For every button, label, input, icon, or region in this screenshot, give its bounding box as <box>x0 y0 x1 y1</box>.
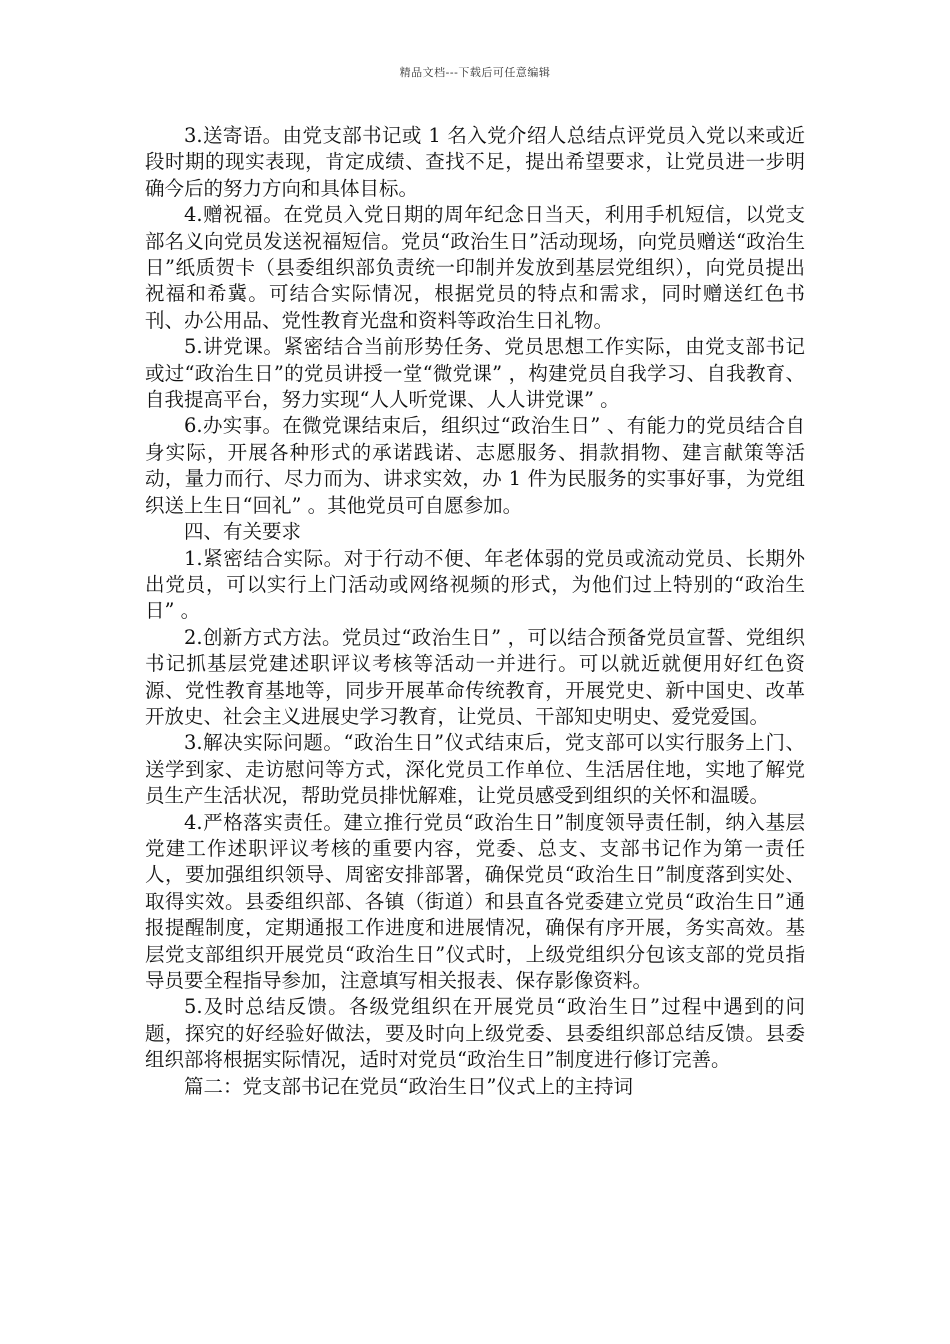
section-heading-requirements: 四、有关要求 <box>184 520 302 544</box>
paragraph-send-message: 3.送寄语。由党支部书记或 1 名入党介绍人总结点评党员入党以来或近段时期的现实表现，肯定成绩、查找不足，提出希望要求，让党员进一步明确今后的努力方向和具体目标。 <box>145 124 805 200</box>
document-body <box>145 123 805 1100</box>
page-header: 精品文档---下载后可任意编辑 <box>399 66 551 79</box>
paragraph-requirement-1: 1.紧密结合实际。对于行动不便、年老体弱的党员或流动党员、长期外出党员，可以实行上门活动或网络视频的形式，为他们过上特别的“政治生日” 。 <box>145 546 805 623</box>
paragraph-requirement-5: 5.及时总结反馈。各级党组织在开展党员“政治生日”过程中遇到的问题，探究的好经验好做法，要及时向上级党委、县委组织部总结反馈。县委组织部将根据实际情况，适时对党员“政治生日”制度进行修订完善。 <box>145 995 805 1072</box>
paragraph-requirement-3: 3.解决实际问题。“政治生日”仪式结束后，党支部可以实行服务上门、送学到家、走访慰问等方式，深化党员工作单位、生活居住地，实地了解党员生产生活状况，帮助党员排忧解难，让党员感受到组织的关怀和温暖。 <box>145 731 805 808</box>
paragraph-give-blessing: 4.赠祝福。在党员入党日期的周年纪念日当天，利用手机短信，以党支部名义向党员发送祝福短信。党员“政治生日”活动现场，向党员赠送“政治生日”纸质贺卡（县委组织部负责统一印制并发放到基层党组织），向党员提出祝福和希冀。可结合实际情况，根据党员的特点和需求，同时赠送红色书刊、办公用品、党性教育光盘和资料等政治生日礼物。 <box>145 203 805 332</box>
paragraph-practical-deeds: 6.办实事。在微党课结束后，组织过“政治生日” 、有能力的党员结合自身实际，开展各种形式的承诺践诺、志愿服务、捐款捐物、建言献策等活动，量力而行、尽力而为、讲求实效，办 1 件为民服务的实事好事，为党组织送上生日“回礼” 。其他党员可自愿参加。 <box>145 414 805 517</box>
paragraph-requirement-4: 4.严格落实责任。建立推行党员“政治生日”制度领导责任制，纳入基层党建工作述职评议考核的重要内容，党委、总支、支部书记作为第一责任人，要加强组织领导、周密安排部署，确保党员“政治生日”制度落到实处、取得实效。县委组织部、各镇（街道）和县直各党委建立党员“政治生日”通报提醒制度，定期通报工作进度和进展情况，确保有序开展，务实高效。基层党支部组织开展党员“政治生日”仪式时，上级党组织分包该支部的党员指导员要全程指导参加，注意填写相关报表、保存影像资料。 <box>145 810 805 992</box>
paragraph-requirement-2: 2.创新方式方法。党员过“政治生日” ，可以结合预备党员宣誓、党组织书记抓基层党建述职评议考核等活动一并进行。可以就近就便用好红色资源、党性教育基地等，同步开展革命传统教育，开展党史、新中国史、改革开放史、社会主义进展史学习教育，让党员、干部知史明史、爱党爱国。 <box>145 625 805 728</box>
chapter-title: 篇二：党支部书记在党员“政治生日”仪式上的主持词 <box>184 1074 633 1098</box>
paragraph-party-lecture: 5.讲党课。紧密结合当前形势任务、党员思想工作实际，由党支部书记或过“政治生日”的党员讲授一堂“微党课” ，构建党员自我学习、自我教育、自我提高平台，努力实现“人人听党课、人人讲党课” 。 <box>145 335 805 412</box>
